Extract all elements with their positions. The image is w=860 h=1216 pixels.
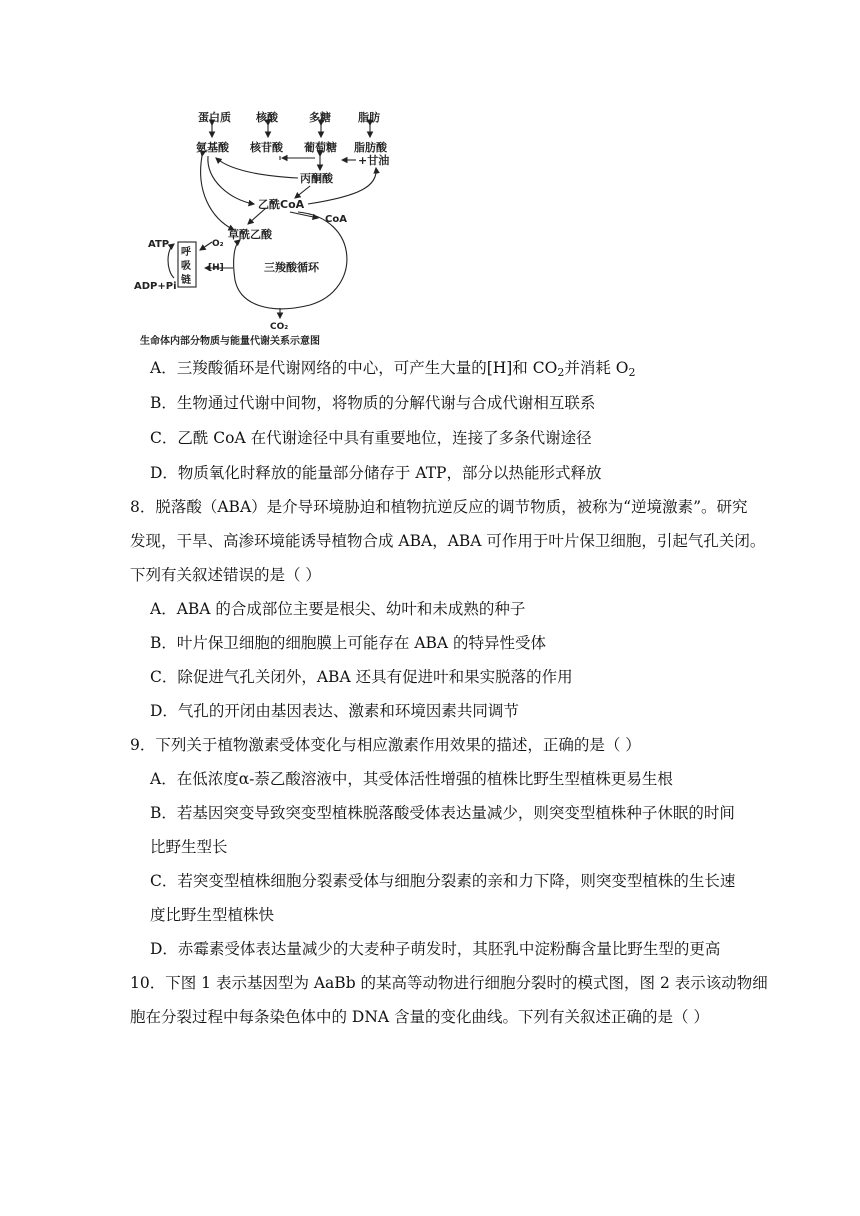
label-h: [H] [208, 263, 224, 273]
q9-stem: 9．下列关于植物激素受体变化与相应激素作用效果的描述，正确的是（ ） [130, 736, 641, 754]
hydrolysis-arrows [212, 125, 370, 137]
label-resp-2: 吸 [181, 261, 191, 272]
q7-option-c: C．乙酰 CoA 在代谢途径中具有重要地位，连接了多条代谢途径 [150, 429, 592, 447]
q8-option-c: C．除促进气孔关闭外，ABA 还具有促进叶和果实脱落的作用 [150, 668, 573, 686]
label-resp-3: 链 [181, 275, 191, 286]
pathway-arrows [168, 156, 376, 318]
metabolism-diagram [130, 100, 400, 350]
q8-option-a: A．ABA 的合成部位主要是根尖、幼叶和未成熟的种子 [150, 600, 526, 618]
metabolism-diagram-svg [130, 100, 400, 350]
q8-option-b: B．叶片保卫细胞的细胞膜上可能存在 ABA 的特异性受体 [150, 634, 547, 652]
label-adp: ADP+Pi [134, 281, 177, 292]
label-fat: 脂肪 [358, 111, 380, 124]
q7-option-a-sub1: 2 [557, 366, 565, 379]
label-tca: 三羧酸循环 [264, 261, 319, 274]
label-protein: 蛋白质 [198, 111, 231, 124]
q9-option-b-line-1: B．若基因突变导致突变型植株脱落酸受体表达量减少，则突变型植株种子休眠的时间 [150, 804, 735, 822]
q8-stem-line-1: 8．脱落酸（ABA）是介导环境胁迫和植物抗逆反应的调节物质，被称为“逆境激素”。研究 [130, 498, 748, 516]
q8-stem-line-2: 发现，干旱、高渗环境能诱导植物合成 ABA，ABA 可作用于叶片保卫细胞，引起气孔关闭。 [130, 532, 766, 550]
label-fatty-acid: 脂肪酸 [354, 141, 387, 154]
q7-option-a-sub2: 2 [628, 366, 636, 379]
q9-option-c-line-1: C．若突变型植株细胞分裂素受体与细胞分裂素的亲和力下降，则突变型植株的生长速 [150, 872, 736, 890]
q7-option-a-text: A．三羧酸循环是代谢网络的中心，可产生大量的[H]和 CO [150, 359, 558, 377]
q8-stem-line-3: 下列有关叙述错误的是（ ） [130, 566, 321, 584]
label-co2: CO₂ [270, 322, 289, 332]
label-o2: O₂ [212, 239, 224, 249]
label-oxaloacetate: 草酰乙酸 [228, 228, 272, 241]
q10-stem-line-2: 胞在分裂过程中每条染色体中的 DNA 含量的变化曲线。下列有关叙述正确的是（ ） [130, 1008, 709, 1026]
q7-option-a [150, 358, 635, 378]
q9-option-d: D．赤霉素受体表达量减少的大麦种子萌发时，其胚乳中淀粉酶含量比野生型的更高 [150, 940, 721, 958]
q7-option-a-text2: 并消耗 O [564, 359, 629, 377]
label-resp-1: 呼 [181, 247, 191, 258]
figure-caption: 生命体内部分物质与能量代谢关系示意图 [140, 336, 320, 347]
label-nucleic-acid: 核酸 [256, 111, 278, 124]
q7-option-b: B．生物通过代谢中间物，将物质的分解代谢与合成代谢相互联系 [150, 394, 596, 412]
q8-option-d: D．气孔的开闭由基因表达、激素和环境因素共同调节 [150, 702, 519, 720]
label-coa: CoA [325, 214, 347, 225]
label-polysaccharide: 多糖 [309, 111, 331, 124]
label-acetyl-coa: 乙酰CoA [258, 198, 305, 211]
q9-option-c-line-2: 度比野生型植株快 [150, 906, 275, 924]
label-atp: ATP [148, 239, 170, 250]
q9-option-a: A．在低浓度α-萘乙酸溶液中，其受体活性增强的植株比野生型植株更易生根 [150, 770, 673, 788]
q10-stem-line-1: 10．下图 1 表示基因型为 AaBb 的某高等动物进行细胞分裂时的模式图，图 2 表示该动物细 [130, 974, 768, 992]
q7-option-d: D．物质氧化时释放的能量部分储存于 ATP，部分以热能形式释放 [150, 464, 602, 482]
label-nucleotide: 核苷酸 [250, 141, 283, 154]
label-pyruvate: 丙酮酸 [300, 172, 333, 185]
label-glycerol: +甘油 [358, 154, 390, 167]
q9-option-b-line-2: 比野生型长 [150, 838, 228, 856]
label-glucose: 葡萄糖 [304, 141, 337, 154]
label-amino-acid: 氨基酸 [196, 141, 229, 154]
